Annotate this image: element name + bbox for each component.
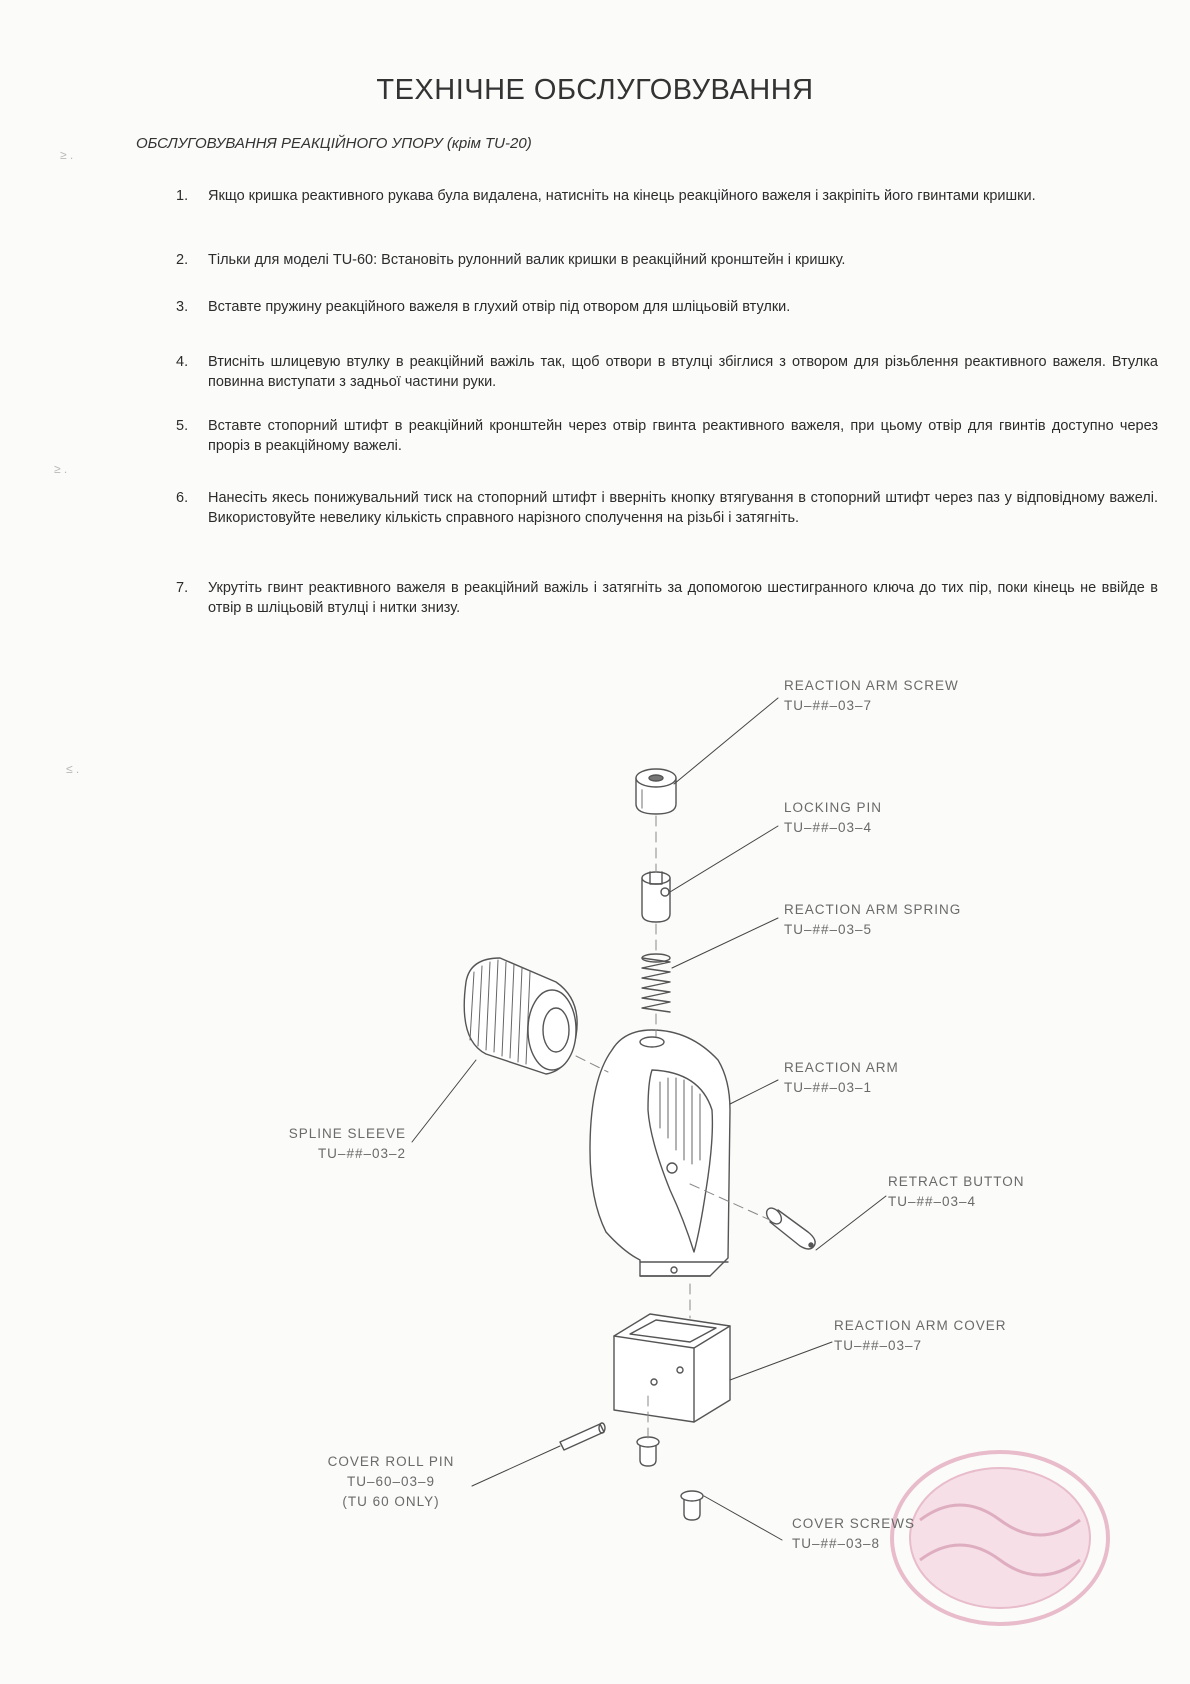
margin-mark: ≥ . bbox=[60, 148, 74, 162]
margin-mark: ≤ . bbox=[66, 762, 80, 776]
label-name: REACTION ARM SCREW bbox=[784, 678, 959, 693]
step-number: 1. bbox=[176, 188, 189, 204]
seal-stamp bbox=[892, 1452, 1108, 1624]
step-text: Якщо кришка реактивного рукава була видалена, натисніть на кінець реакційного важеля і закріпіть його гвинтами кришки. bbox=[208, 188, 1036, 204]
label-name: REACTION ARM COVER bbox=[834, 1318, 1007, 1333]
label-retract-button bbox=[888, 1172, 1025, 1212]
section-subtitle: ОБСЛУГОВУВАННЯ РЕАКЦІЙНОГО УПОРУ (крім TU-20) bbox=[136, 135, 532, 152]
label-part-number: TU–##–03–2 bbox=[317, 1146, 406, 1161]
label-cover-screws bbox=[792, 1514, 915, 1554]
step-text: Вставте стопорний штифт в реакційний кронштейн через отвір гвинта реактивного важеля, при цьому отвір для гвинтів доступно через проріз в реакційному важелі. bbox=[208, 418, 1158, 454]
reaction-arm-spring-part bbox=[642, 954, 670, 1012]
label-part-number: TU–##–03–4 bbox=[784, 820, 873, 835]
label-name: SPLINE SLEEVE bbox=[288, 1126, 406, 1141]
label-part-number: TU–##–03–1 bbox=[784, 1080, 873, 1095]
label-name: RETRACT BUTTON bbox=[888, 1174, 1025, 1189]
label-part-number: TU–##–03–7 bbox=[784, 698, 873, 713]
step-number: 4. bbox=[176, 354, 189, 370]
retract-button-part bbox=[764, 1205, 816, 1249]
cover-roll-pin-part bbox=[560, 1423, 605, 1450]
step-number: 5. bbox=[176, 418, 189, 434]
label-part-number: TU–##–03–4 bbox=[888, 1194, 977, 1209]
step-number: 2. bbox=[176, 252, 189, 268]
label-reaction-arm-screw bbox=[784, 676, 959, 716]
cover-screws-part bbox=[637, 1437, 703, 1520]
reaction-arm-screw-part bbox=[636, 769, 676, 814]
label-spline-sleeve bbox=[270, 1124, 406, 1164]
label-name: LOCKING PIN bbox=[784, 800, 883, 815]
label-name: COVER SCREWS bbox=[792, 1516, 916, 1531]
label-reaction-arm bbox=[784, 1058, 899, 1098]
step-text: Нанесіть якесь понижувальний тиск на стопорний штифт і вверніть кнопку втягування в стопорний штифт через паз у відповідному важелі. Використовуйте невелику кількість справного нарізного сполучення на різьбі і затягніть. bbox=[208, 490, 1158, 526]
label-part-number: TU–##–03–5 bbox=[784, 922, 873, 937]
step-number: 3. bbox=[176, 299, 189, 315]
spline-sleeve-part bbox=[464, 958, 577, 1074]
page-title: ТЕХНІЧНЕ ОБСЛУГОВУВАННЯ bbox=[376, 74, 814, 106]
label-part-number: TU–##–03–7 bbox=[834, 1338, 923, 1353]
margin-mark: ≥ . bbox=[54, 462, 68, 476]
label-reaction-arm-spring bbox=[784, 900, 961, 940]
step-text: Тільки для моделі TU-60: Встановіть рулонний валик кришки в реакційний кронштейн і кришку. bbox=[208, 252, 846, 268]
label-locking-pin bbox=[784, 798, 882, 838]
reaction-arm-cover-part bbox=[614, 1314, 730, 1422]
label-cover-roll-pin bbox=[306, 1452, 476, 1512]
label-part-number: TU–60–03–9 bbox=[346, 1474, 436, 1489]
label-reaction-arm-cover bbox=[834, 1316, 1007, 1356]
label-name: COVER ROLL PIN bbox=[327, 1454, 455, 1469]
step-text: Вставте пружину реакційного важеля в глухий отвір під отвором для шліцьовій втулки. bbox=[208, 299, 791, 315]
label-name: REACTION ARM bbox=[784, 1060, 899, 1075]
step-text: Укрутіть гвинт реактивного важеля в реакційний важіль і затягніть за допомогою шестигранного ключа до тих пір, поки кінець не ввійде в отвір в шліцьовій втулці і нитки знизу. bbox=[208, 580, 1158, 616]
step-number: 6. bbox=[176, 490, 189, 506]
step-text: Втисніть шлицевую втулку в реакційний важіль так, щоб отвори в втулці збіглися з отвором для різьблення реактивного важеля. Втулка повинна виступати з задньої частини руки. bbox=[208, 354, 1158, 390]
locking-pin-part bbox=[642, 872, 670, 922]
reaction-arm-part bbox=[590, 1030, 730, 1276]
step-number: 7. bbox=[176, 580, 189, 596]
label-name: REACTION ARM SPRING bbox=[784, 902, 962, 917]
label-note: (TU 60 ONLY) bbox=[342, 1494, 440, 1509]
label-part-number: TU–##–03–8 bbox=[792, 1536, 881, 1551]
